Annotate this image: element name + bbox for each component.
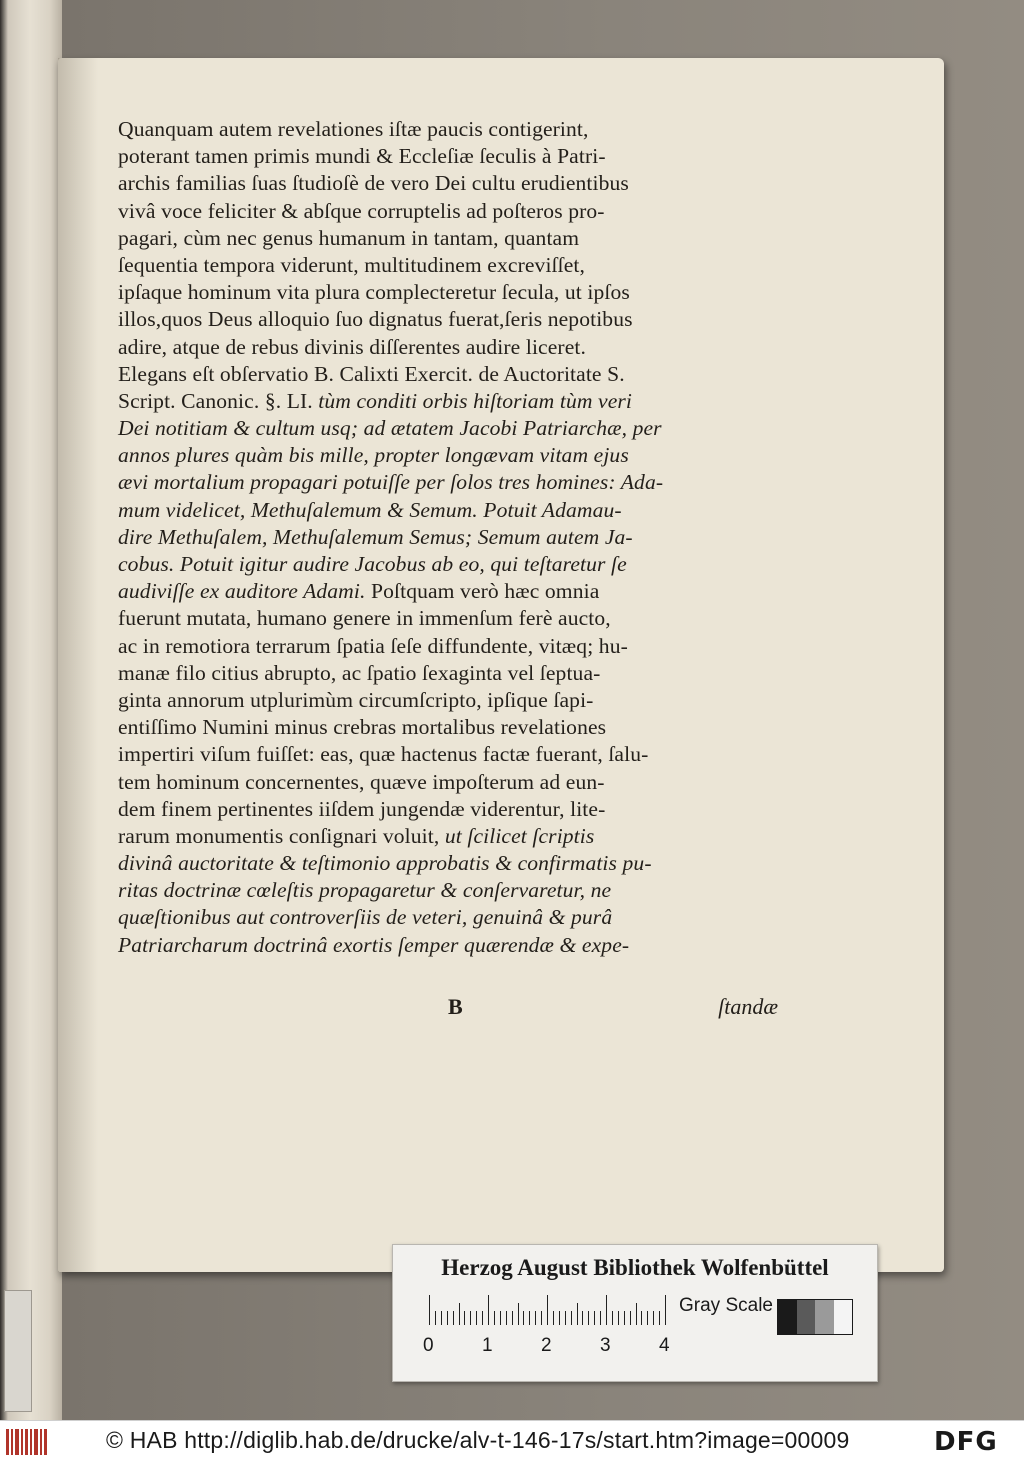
text-line xyxy=(118,170,778,197)
signature-mark: B xyxy=(448,994,463,1019)
ruler-label: 3 xyxy=(600,1335,611,1356)
text-line-main: archis familias ſuas ſtudioſè de vero Dei cultu erudientibus xyxy=(118,171,629,196)
text-line xyxy=(118,198,778,225)
ruler-tick xyxy=(553,1311,554,1325)
ruler-label: 1 xyxy=(482,1335,493,1356)
ruler-tick xyxy=(659,1311,660,1325)
ruler-tick xyxy=(500,1311,501,1325)
ruler-tick xyxy=(588,1311,589,1325)
text-line-main: quæſtionibus aut controverſiis de veteri, genuinâ & purâ xyxy=(118,905,613,930)
gray-swatch xyxy=(778,1300,797,1334)
ruler-tick xyxy=(665,1295,666,1325)
text-line xyxy=(118,361,778,388)
text-line-main: Quanquam autem revelationes iſtæ paucis contigerint, xyxy=(118,117,589,141)
text-line-main: poterant tamen primis mundi & Eccleſiæ ſeculis à Patri- xyxy=(118,144,606,169)
scale-ruler xyxy=(429,1295,665,1325)
ruler-tick xyxy=(571,1311,572,1325)
ruler-tick xyxy=(482,1311,483,1325)
page-footer-row xyxy=(118,994,778,1022)
text-line-tail: tùm conditi orbis hiſtoriam tùm veri xyxy=(312,388,633,413)
text-line-main: rarum monumentis conſignari voluit, xyxy=(118,823,440,848)
text-line xyxy=(118,524,778,551)
ruler-label: 0 xyxy=(423,1335,434,1356)
hab-barcode-icon xyxy=(6,1429,48,1455)
viewer-footer xyxy=(0,1420,1024,1461)
text-line-main: pagari, cùm nec genus humanum in tantam, quantam xyxy=(118,225,580,250)
ruler-tick xyxy=(624,1311,625,1325)
ruler-tick xyxy=(429,1295,430,1325)
gray-scale-label: Gray Scale xyxy=(679,1295,773,1316)
ruler-tick xyxy=(577,1303,578,1325)
ruler-tick xyxy=(612,1311,613,1325)
text-line-main: Patriarcharum doctrinâ exortis ſemper quærendæ & expe- xyxy=(118,932,630,957)
adjacent-page-edge xyxy=(0,0,62,1420)
text-line-main: mum videlicet, Methuſalemum & Semum. Potuit Adamau- xyxy=(118,497,622,522)
ruler-tick xyxy=(506,1311,507,1325)
text-line-main: divinâ auctoritate & teſtimonio approbatis & confirmatis pu- xyxy=(118,851,652,876)
ruler-tick xyxy=(494,1311,495,1325)
text-line xyxy=(118,904,778,931)
dfg-logo: DFG xyxy=(934,1427,998,1457)
text-line xyxy=(118,306,778,333)
ruler-tick xyxy=(606,1295,607,1325)
text-line-main: manæ filo citius abrupto, ac ſpatio ſexaginta vel ſeptua- xyxy=(118,660,601,685)
text-line-main: Elegans eſt obſervatio B. Calixti Exercit. de Auctoritate S. xyxy=(118,361,625,386)
text-line xyxy=(118,578,778,605)
text-line-main: audiviſſe ex auditore Adami. xyxy=(118,579,366,604)
text-line-main: ginta annorum utplurimùm circumſcripto, ipſique ſapi- xyxy=(118,687,594,712)
ruler-labels xyxy=(415,1335,695,1359)
calibration-card xyxy=(392,1244,878,1382)
text-line xyxy=(118,714,778,741)
text-line-main: ævi mortalium propagari potuiſſe per ſolos tres homines: Ada- xyxy=(118,470,664,495)
text-line xyxy=(118,850,778,877)
text-line-main: ac in remotiora terrarum ſpatia ſeſe diffundente, vitæq; hu- xyxy=(118,633,628,658)
ruler-tick xyxy=(594,1311,595,1325)
ruler-tick xyxy=(488,1295,489,1325)
text-line-main: ritas doctrinæ cœleſtis propagaretur & conſervaretur, ne xyxy=(118,878,612,903)
text-line-main: Script. Canonic. §. LI. xyxy=(118,388,313,413)
text-line xyxy=(118,877,778,904)
text-line xyxy=(118,116,778,143)
ruler-tick xyxy=(565,1311,566,1325)
text-line xyxy=(118,143,778,170)
gray-swatch xyxy=(834,1300,853,1334)
text-line xyxy=(118,769,778,796)
text-line-tail: ut ſcilicet ſcriptis xyxy=(439,823,595,848)
ruler-label: 4 xyxy=(659,1335,670,1356)
ruler-tick xyxy=(441,1311,442,1325)
text-line xyxy=(118,388,778,415)
text-line xyxy=(118,252,778,279)
ruler-tick xyxy=(630,1311,631,1325)
text-line xyxy=(118,442,778,469)
ruler-tick xyxy=(523,1311,524,1325)
text-line xyxy=(118,415,778,442)
text-line xyxy=(118,660,778,687)
gray-swatch xyxy=(815,1300,834,1334)
ruler-tick xyxy=(582,1311,583,1325)
ruler-tick xyxy=(447,1311,448,1325)
text-line-main: vivâ voce feliciter & abſque corruptelis ad poſteros pro- xyxy=(118,198,605,223)
text-line-main: impertiri viſum fuiſſet: eas, quæ hactenus factæ fuerant, ſalu- xyxy=(118,742,649,767)
ruler-tick xyxy=(535,1311,536,1325)
ruler-tick xyxy=(618,1311,619,1325)
text-line xyxy=(118,334,778,361)
library-title: Herzog August Bibliothek Wolfenbüttel xyxy=(441,1255,829,1280)
text-line xyxy=(118,633,778,660)
text-line xyxy=(118,497,778,524)
text-line xyxy=(118,605,778,632)
text-line xyxy=(118,932,778,959)
text-line xyxy=(118,551,778,578)
ruler-tick xyxy=(476,1311,477,1325)
text-line-main: adire, atque de rebus divinis diſſerentes audire liceret. xyxy=(118,334,586,359)
text-line-main: fuerunt mutata, humano genere in immenſum ferè aucto, xyxy=(118,606,611,631)
ruler-tick xyxy=(547,1295,548,1325)
ruler-tick xyxy=(600,1311,601,1325)
ruler-tick xyxy=(541,1311,542,1325)
ruler-tick xyxy=(636,1303,637,1325)
ruler-tick xyxy=(529,1311,530,1325)
text-line-main: annos plures quàm bis mille, propter longævam vitam ejus xyxy=(118,443,629,468)
ruler-tick xyxy=(435,1311,436,1325)
text-line-main: entiſſimo Numini minus crebras mortalibus revelationes xyxy=(118,715,607,740)
text-line xyxy=(118,279,778,306)
ruler-tick xyxy=(453,1311,454,1325)
page-text-block xyxy=(118,116,778,959)
copyright-url[interactable]: © HAB http://diglib.hab.de/drucke/alv-t-146-17s/start.htm?image=00009 xyxy=(106,1427,850,1453)
text-line xyxy=(118,225,778,252)
ruler-tick xyxy=(653,1311,654,1325)
text-line-tail: Poſtquam verò hæc omnia xyxy=(365,579,600,604)
text-line-main: tem hominum concernentes, quæve impoſterum ad eun- xyxy=(118,769,605,794)
text-line-main: cobus. Potuit igitur audire Jacobus ab eo, qui teſtaretur ſe xyxy=(118,552,627,576)
text-line xyxy=(118,687,778,714)
gray-scale-strip xyxy=(777,1299,853,1335)
text-line xyxy=(118,823,778,850)
text-line-main: dire Methuſalem, Methuſalemum Semus; Semum autem Ja- xyxy=(118,524,633,549)
ruler-tick xyxy=(559,1311,560,1325)
text-line xyxy=(118,469,778,496)
text-line-main: ipſaque hominum vita plura complecteretur ſecula, ut ipſos xyxy=(118,280,630,305)
text-line-main: illos,quos Deus alloquio ſuo dignatus fuerat,ſeris nepotibus xyxy=(118,307,633,332)
text-line xyxy=(118,741,778,768)
ruler-tick xyxy=(464,1311,465,1325)
text-line-main: dem finem pertinentes iiſdem jungendæ viderentur, lite- xyxy=(118,796,606,821)
ruler-tick xyxy=(459,1303,460,1325)
catchword: ſtandæ xyxy=(718,994,778,1019)
text-line-main: ſequentia tempora viderunt, multitudinem excreviſſet, xyxy=(118,252,586,277)
ruler-tick xyxy=(518,1303,519,1325)
ruler-tick xyxy=(470,1311,471,1325)
ruler-tick xyxy=(647,1311,648,1325)
shelf-label-tag xyxy=(4,1290,32,1412)
gray-swatch xyxy=(797,1300,816,1334)
ruler-tick xyxy=(641,1311,642,1325)
text-line-main: Dei notitiam & cultum usq; ad ætatem Jacobi Patriarchæ, per xyxy=(118,416,662,441)
text-line xyxy=(118,796,778,823)
ruler-tick xyxy=(512,1311,513,1325)
ruler-label: 2 xyxy=(541,1335,552,1356)
